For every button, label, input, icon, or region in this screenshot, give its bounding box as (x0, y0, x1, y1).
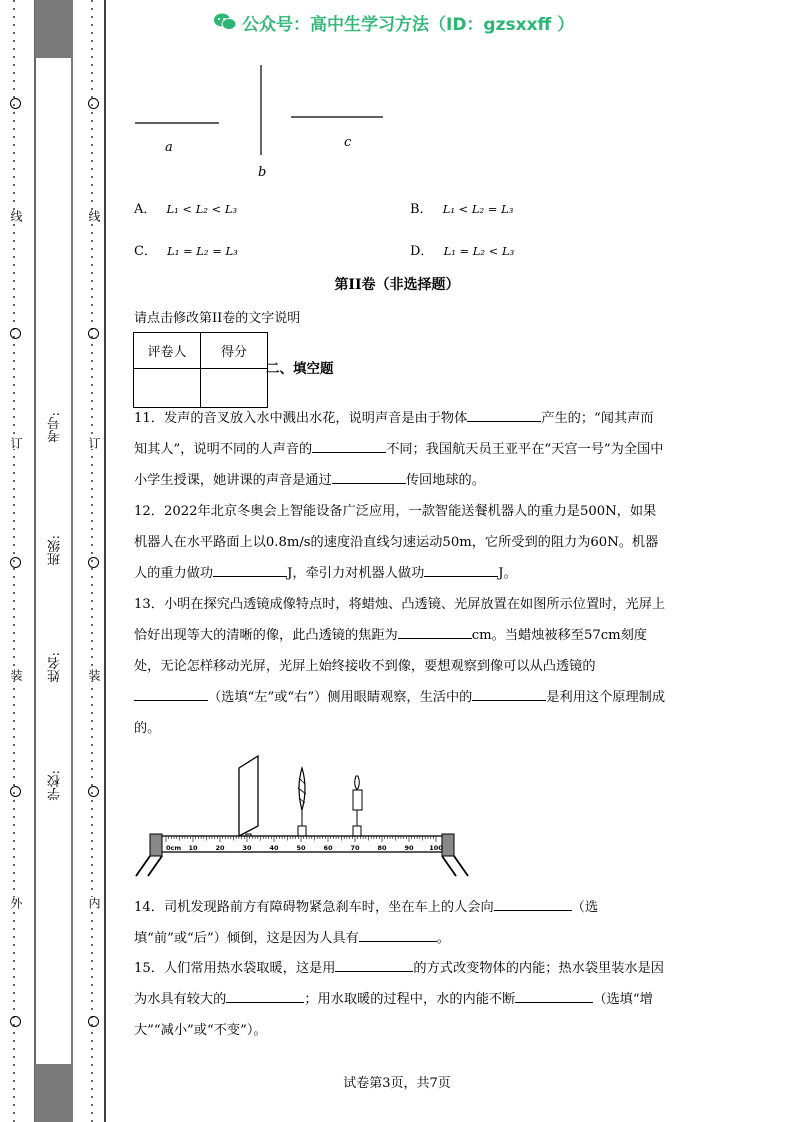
candle-flame (355, 776, 360, 790)
scale-label: 90 (404, 844, 414, 852)
option-a-expr: L₁ < L₂ < L₃ (166, 202, 238, 216)
binding-circle (88, 786, 99, 797)
q11-text-1: 11．发声的音叉放入水中溅出水花，说明声音是由于物体 (134, 411, 468, 426)
field-exam-number: 考号: (48, 412, 63, 443)
q13-text-1: 13．小明在探究凸透镜成像特点时，将蜡烛、凸透镜、光屏放置在如图所示位置时，光屏上恰好出现等大的清晰的像，此凸透镜的焦距为 (134, 597, 666, 643)
scale-label: 80 (377, 844, 387, 852)
question-11 (134, 403, 666, 496)
binding-circle (10, 557, 21, 568)
question-13 (134, 589, 666, 744)
rail-leg-right (442, 856, 468, 876)
q15-blank-3[interactable] (515, 988, 593, 1003)
field-school: 学校: (48, 770, 63, 801)
scale-label: 30 (242, 844, 252, 852)
option-b[interactable] (410, 198, 513, 217)
section-title: 第II卷（非选择题） (334, 277, 460, 293)
field-name: 姓名: (48, 652, 63, 683)
option-a[interactable] (134, 198, 237, 217)
binding-circle (10, 328, 21, 339)
option-a-letter: A． (134, 202, 157, 217)
q12-blank-1[interactable] (213, 562, 287, 577)
q13-text-4: 是利用这个原理制成的。 (134, 690, 666, 736)
inner-mark-xian: 线 (84, 210, 100, 222)
q11-blank-1[interactable] (467, 407, 541, 422)
rail-leg-left (136, 856, 162, 876)
option-c[interactable] (134, 240, 238, 259)
scale-label: 70 (350, 844, 360, 852)
binding-circle (88, 98, 99, 109)
label-c: c (344, 135, 352, 150)
inner-mark-ding: 订 (84, 437, 100, 449)
score-table-grader-header: 评卷人 (134, 333, 201, 369)
q13-blank-2[interactable] (134, 686, 208, 701)
q14-blank-2[interactable] (359, 927, 437, 942)
outer-mark-zhuang: 装 (6, 669, 22, 681)
option-d-expr: L₁ = L₂ < L₃ (443, 244, 515, 258)
scale-label: 60 (323, 844, 333, 852)
question-15 (134, 953, 666, 1046)
scale-label: 40 (269, 844, 279, 852)
outer-mark-wai: 外 (6, 897, 22, 909)
outer-mark-ding: 订 (6, 437, 22, 449)
scale-label: 100 (429, 844, 443, 852)
q14-text-3: 。 (436, 931, 450, 946)
score-table (133, 332, 268, 408)
binding-circle (88, 557, 99, 568)
q12-text-1: 12．2022年北京冬奥会上智能设备广泛应用，一款智能送餐机器人的重力是500N，如果机器人在水平路面上以0.8m/s的速度沿直线匀速运动50m，它所受到的阻力为60N。机器人的重力做功 (134, 504, 659, 581)
q11-text-4: 传回地球的。 (405, 473, 485, 488)
q12-blank-2[interactable] (424, 562, 498, 577)
light-screen (239, 756, 258, 836)
q15-text-4: （选填“增大”“减小”或“不变”）。 (134, 992, 653, 1038)
scale-label: 0cm (166, 844, 182, 852)
section-note[interactable]: 请点击修改第II卷的文字说明 (134, 311, 301, 326)
q15-text-3: ；用水取暖的过程中，水的内能不断 (304, 992, 516, 1007)
page-footer: 试卷第3页，共7页 (343, 1076, 451, 1091)
q11-text-2: 产生的；“闻其声而知其人”，说明不同的人声音的 (134, 411, 654, 457)
field-class: 班级: (48, 535, 63, 566)
q11-blank-2[interactable] (312, 438, 386, 453)
rail-end-left (150, 834, 162, 856)
binding-circle (10, 98, 21, 109)
option-d-letter: D． (410, 244, 434, 259)
q14-text-1: 14．司机发现路前方有障碍物紧急刹车时，坐在车上的人会向 (134, 900, 494, 915)
q15-text-1: 15．人们常用热水袋取暖，这是用 (134, 961, 336, 976)
section-heading: 二、填空题 (266, 361, 334, 377)
q11-blank-3[interactable] (332, 469, 406, 484)
inner-mark-zhuang: 装 (84, 669, 100, 681)
label-b: b (258, 165, 267, 180)
wechat-icon (213, 12, 237, 36)
q12-text-3: J。 (498, 566, 517, 581)
q13-blank-3[interactable] (472, 686, 546, 701)
option-b-expr: L₁ < L₂ = L₃ (442, 202, 514, 216)
q15-blank-1[interactable] (335, 957, 413, 972)
candle (353, 790, 362, 810)
question-12 (134, 496, 666, 589)
rail-end-right (442, 834, 454, 856)
scale-label: 10 (188, 844, 198, 852)
option-b-letter: B． (410, 202, 433, 217)
q13-text-3: （选填“左”或“右”）侧用眼睛观察，生活中的 (208, 690, 473, 705)
binding-circle (88, 328, 99, 339)
wechat-account-label: 公众号：高中生学习方法（ID：gzsxxff ） (242, 15, 575, 35)
score-table-score-header: 得分 (201, 333, 268, 369)
q15-text-2: 的方式改变物体的内能；热水袋里装水是因为水具有较大的 (134, 961, 664, 1007)
question-14 (134, 892, 666, 954)
scale-label: 20 (215, 844, 225, 852)
optical-bench-figure (130, 748, 470, 883)
option-c-letter: C． (134, 244, 157, 259)
q12-text-2: J，牵引力对机器人做功 (287, 566, 425, 581)
option-c-expr: L₁ = L₂ = L₃ (167, 244, 238, 258)
q11-text-3: 不同；我国航天员王亚平在“天宫一号”为全国中小学生授课，她讲课的声音是通过 (134, 442, 664, 488)
q14-text-2: （选填“前”或“后”）倾倒，这是因为人具有 (134, 900, 599, 946)
q13-blank-1[interactable] (398, 624, 472, 639)
binding-circle (88, 1016, 99, 1027)
inner-mark-nei: 内 (84, 897, 100, 909)
label-a: a (165, 140, 173, 155)
q15-blank-2[interactable] (226, 988, 304, 1003)
score-table-score-cell[interactable] (201, 369, 268, 408)
scale-label: 50 (296, 844, 306, 852)
score-table-grader-cell[interactable] (134, 369, 201, 408)
q13-text-2: cm。当蜡烛被移至57cm刻度处，无论怎样移动光屏，光屏上始终接收不到像，要想观察到像可以从凸透镜的 (134, 628, 647, 674)
outer-mark-xian: 线 (6, 210, 22, 222)
binding-circle (10, 1016, 21, 1027)
option-d[interactable] (410, 240, 514, 259)
binding-circle (10, 786, 21, 797)
q14-blank-1[interactable] (494, 896, 572, 911)
binding-gray-top (35, 0, 72, 58)
